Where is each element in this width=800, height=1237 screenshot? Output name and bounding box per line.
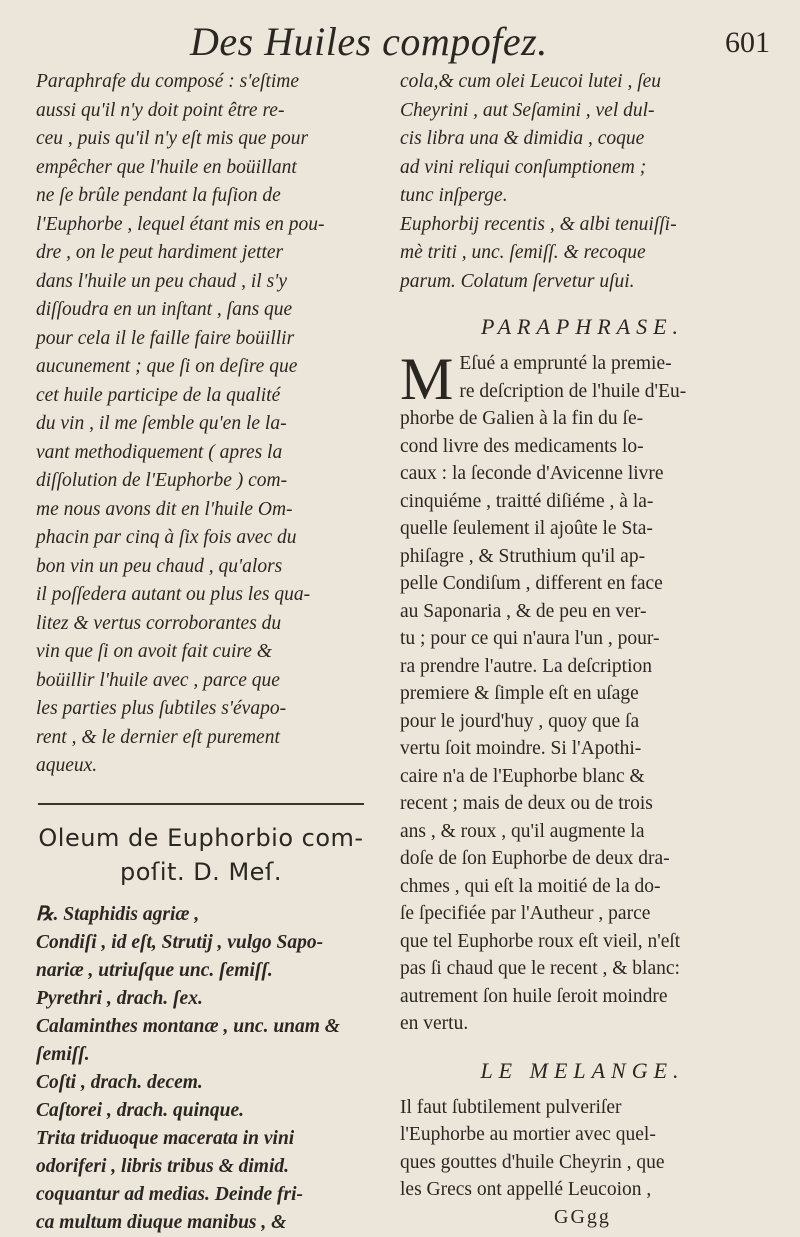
- melange-text: Il faut ſubtilement pulveriſer l'Euphorbe au mortier avec quel- ques gouttes d'huile Cheyrin , que les Grecs ont appellé Leucoion ,: [400, 1096, 665, 1200]
- paraphrase-heading: PARAPHRASE.: [480, 314, 685, 339]
- recipe-continued-text: cola,& cum olei Leucoi lutei , ſeu Cheyrini , aut Seſamini , vel dul- cis libra una & dimidia , coque ad vini reliqui conſumptionem ; tunc inſperge. Euphorbij recentis , & albi tenuiſſi- mè triti , unc. ſemiſſ. & recoque parum. Colatum ſervetur uſui.: [400, 71, 677, 292]
- drop-cap: M: [400, 346, 454, 412]
- signature-mark: GGgg: [554, 1205, 611, 1228]
- melange-heading: LE MELANGE.: [480, 1057, 685, 1083]
- paraphrase-text: Eſué a emprunté la premie- re deſcription de l'huile d'Eu- phorbe de Galien à la fin du ſe- cond livre des medicaments lo- caux : la ſeconde d'Avicenne livre cinquiéme , traitté diſiéme , à la- quelle ſeulement il ajoûte le Sta- phiſagre , & Struthium qu'il ap- pelle Condiſum , different en face au Saponaria , & de peu en ver- tu ; pour ce qui n'aura l'un , pour- ra prendre l'autre. La deſcription premiere & ſimple eſt en uſage pour le jourd'huy , quoy que ſa vertu ſoit moindre. Si l'Apothi- caire n'a de l'Euphorbe blanc & recent ; mais de deux ou de trois ans , & roux , qu'il augmente la doſe de ſon Euphorbe de deux dra- chmes , qui eſt la moitié de la do- ſe ſpecifiée par l'Autheur , parce que tel Euphorbe roux eſt vieil, n'eſt pas ſi chaud que le recent , & blanc: autrement ſon huile ſeroit moindre en vertu.: [400, 353, 687, 1034]
- running-title: Des Huiles compofez.: [190, 19, 548, 64]
- recipe-title: Oleum de Euphorbio com- poſit. D. Meſ.: [38, 823, 364, 886]
- section-divider: [38, 803, 364, 805]
- left-column: [36, 68, 366, 1237]
- page-number: 601: [725, 26, 770, 59]
- right-column: [400, 68, 765, 1229]
- paraphrase-section: [400, 346, 765, 1038]
- paraphrase-continued-text: Paraphrafe du composé : s'eſtime aussi qu'il n'y doit point être re- ceu , puis qu'il n'y eſt mis que pour empêcher que l'huile en boüillant ne ſe brûle pendant la fuſion de l'Euphorbe , lequel étant mis en pou- dre , on le peut hardiment jetter dans l'huile un peu chaud , il s'y diſſoudra en un inſtant , ſans que pour cela il le faille faire boüillir aucunement ; que ſi on deſire que cet huile participe de la qualité du vin , il me ſemble qu'en le la- vant methodiquement ( apres la diſſolution de l'Euphorbe ) com- me nous avons dit en l'huile Om- phacin par cinq à ſix fois avec du bon vin un peu chaud , qu'alors il poſſedera autant ou plus les qua- litez & vertus corroborantes du vin que ſi on avoit fait cuire & boüillir l'huile avec , parce que les parties plus ſubtiles s'évapo- rent , & le dernier eſt purement aqueux.: [36, 71, 325, 776]
- running-head: [0, 10, 800, 70]
- recipe-text: ℞. Staphidis agriæ , Condiſi , id eſt, Strutij , vulgo Sapo- nariæ , utriuſque unc. ſemiſſ. Pyrethri , drach. ſex. Calaminthes montanæ , unc. unam & ſemiſſ. Coſti , drach. decem. Caſtorei , drach. quinque. Trita triduoque macerata in vini odoriferi , libris tribus & dimid. coquantur ad medias. Deinde fri- ca multum diuque manibus , &: [36, 903, 340, 1233]
